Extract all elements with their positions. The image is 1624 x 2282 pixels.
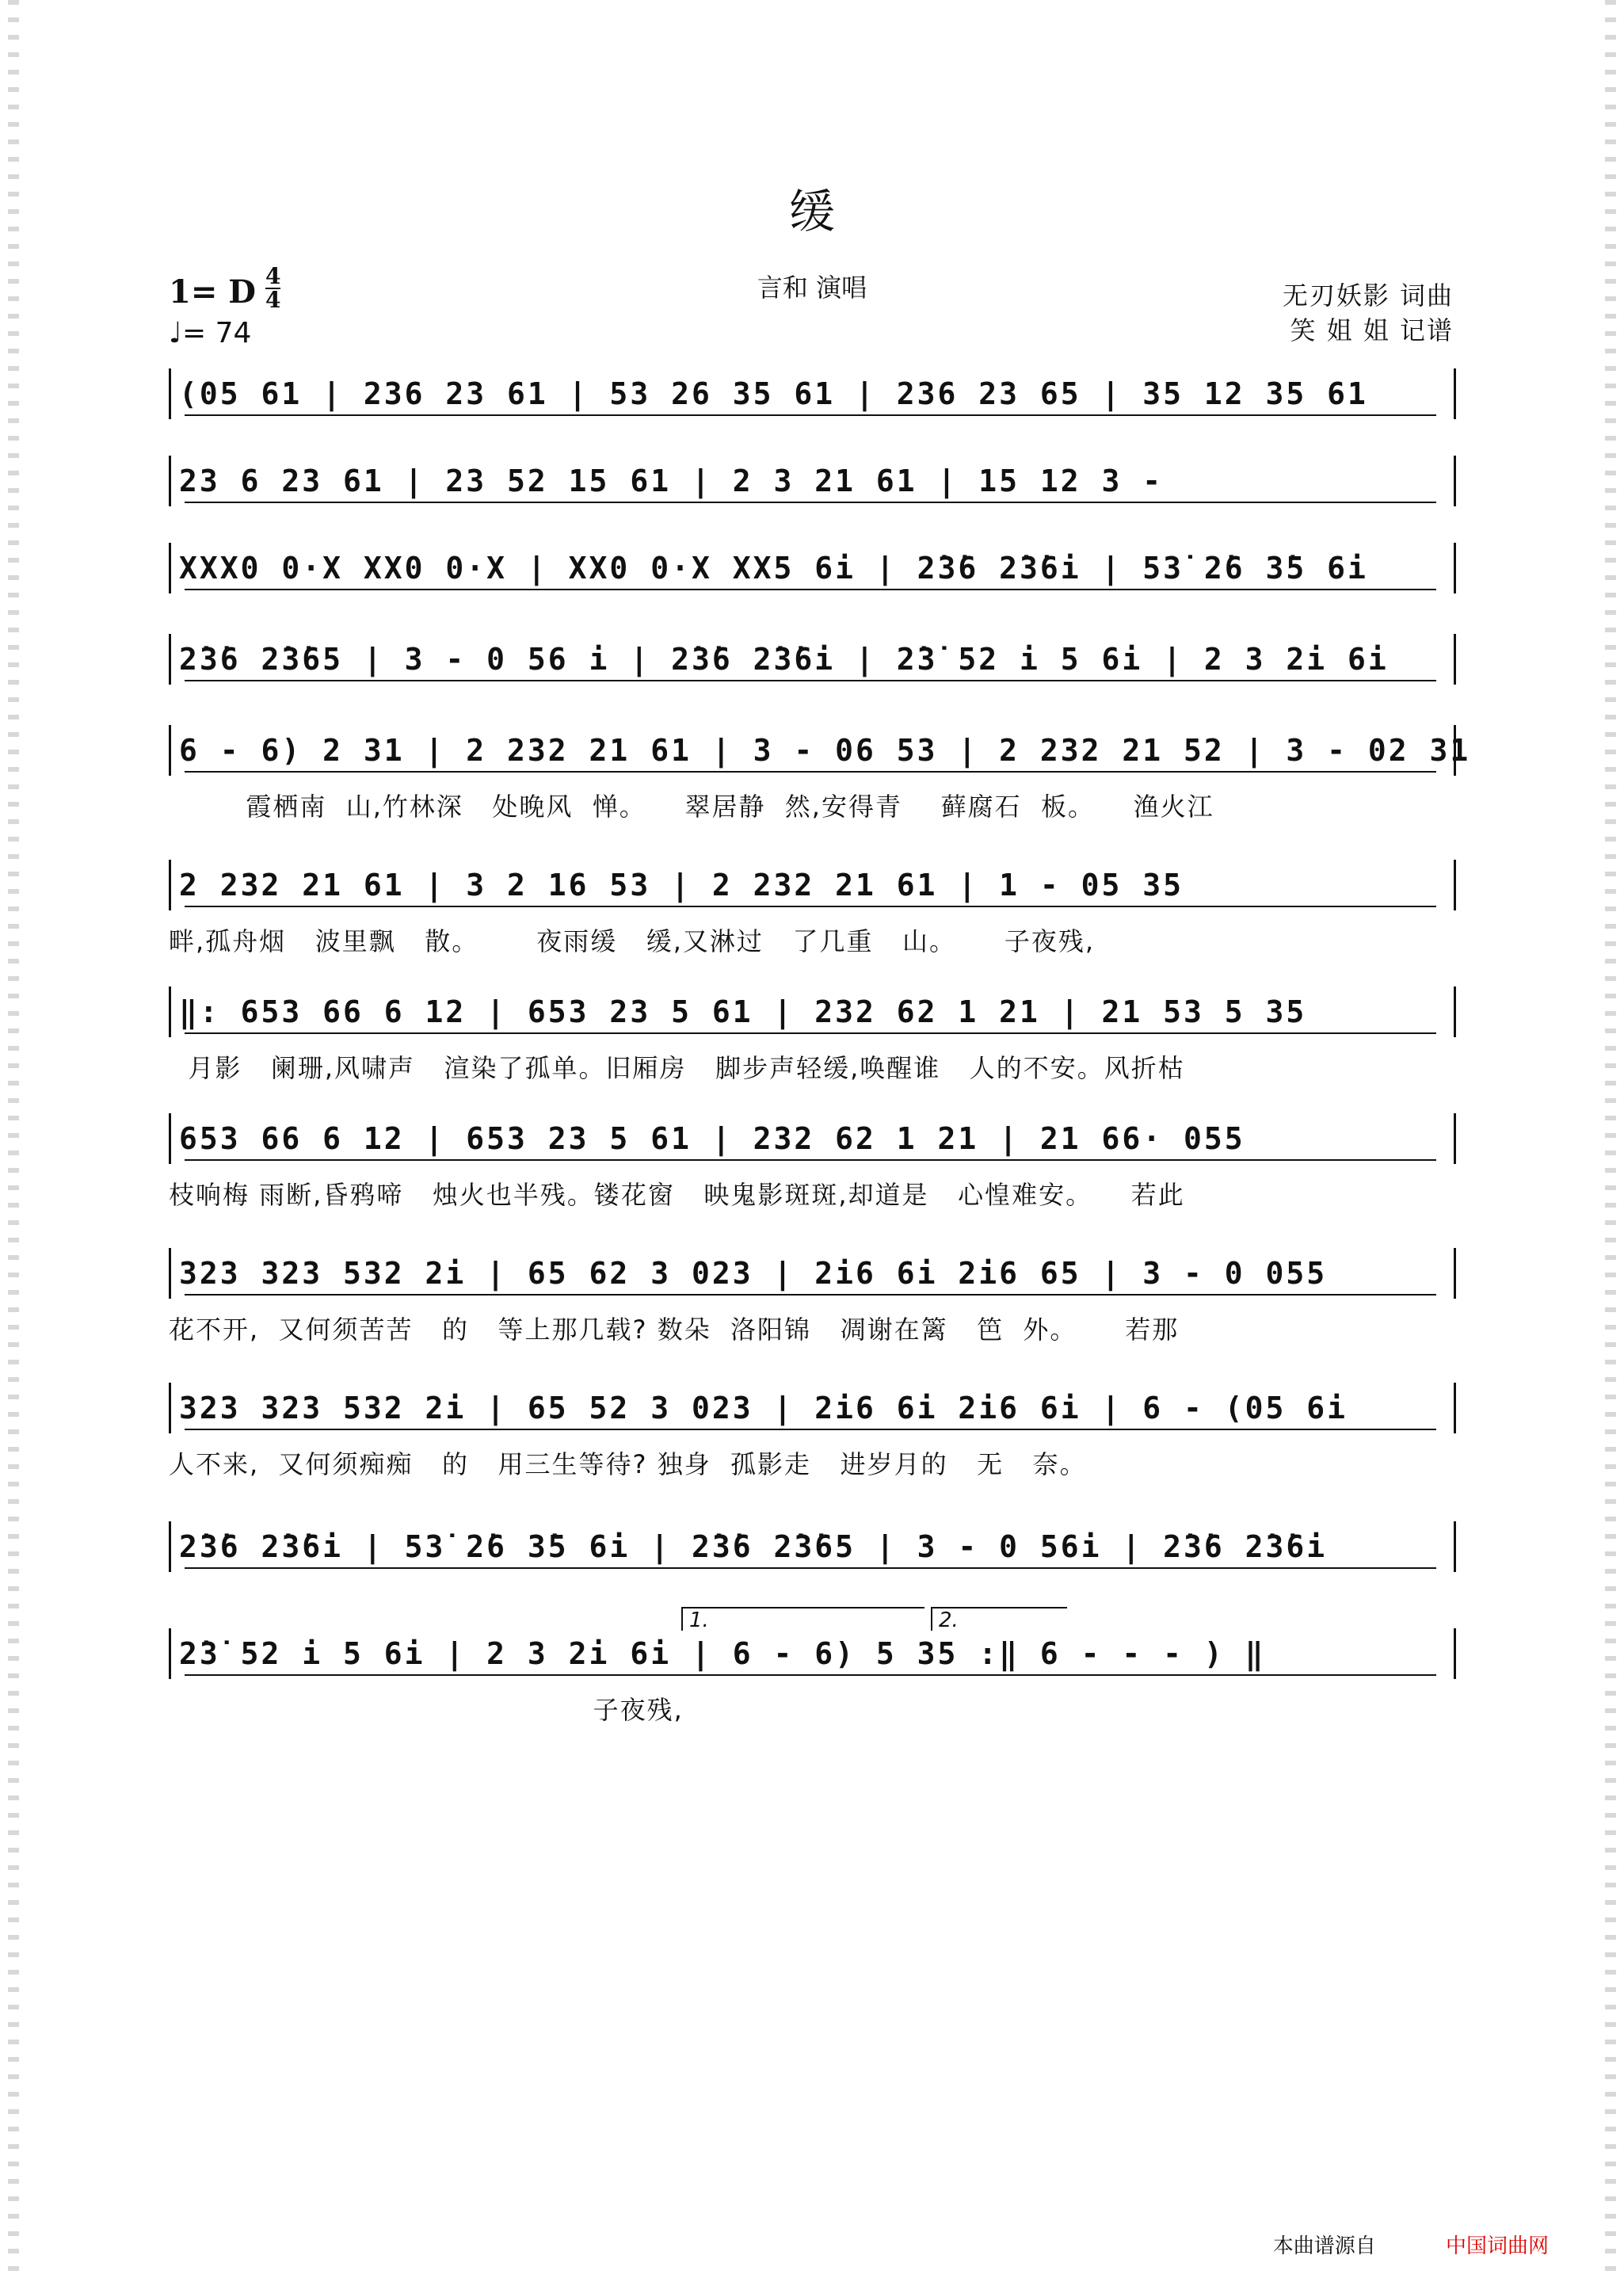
notes-row: 653 66 6 12 | 653 23 5 61 | 232 62 1 21 | 21 66· 055	[169, 1113, 1456, 1164]
notes-row: 323 323 532 2i | 65 52 3 023 | 2i6 6i 2i6 6i | 6 - (05 6i	[169, 1383, 1456, 1433]
volta-2-bracket	[931, 1607, 1067, 1631]
right-edge-watermark	[1605, 0, 1616, 2282]
tempo-mark: ♩= 74	[169, 317, 252, 349]
beam-underline	[185, 680, 1436, 681]
transcriber-credit: 笑 姐 姐 记谱	[1290, 315, 1454, 345]
key-signature: 1= D	[169, 273, 256, 311]
beam-underline	[185, 1159, 1436, 1161]
song-title: 缓	[788, 185, 835, 239]
beam-underline	[185, 1567, 1436, 1569]
footer-brand-link[interactable]: 中国词曲网	[1445, 2234, 1549, 2258]
lyric-row: 子夜残,	[169, 1695, 684, 1725]
notes-row: XXX0 0·X XX0 0·X | XX0 0·X XX5 6i | 2̇3̇6 2̇3̇6i | 53̇ 2̇6 3̇5 6i	[169, 543, 1456, 593]
notes-row: (05 61 | 236 23 61 | 53 26 35 61 | 236 23 65 | 35 12 35 61	[169, 368, 1456, 419]
notes-row: 23 6 23 61 | 23 52 15 61 | 2 3 21 61 | 15 12 3 -	[169, 456, 1456, 506]
beam-underline	[185, 502, 1436, 503]
beam-underline	[185, 906, 1436, 907]
footer-source: 本曲谱源自	[1272, 2234, 1376, 2258]
volta-2-label: 2.	[939, 1608, 959, 1632]
notes-row: 323 323 532 2i | 65 62 3 023 | 2i6 6i 2i6 65 | 3 - 0 055	[169, 1248, 1456, 1299]
beam-underline	[185, 1032, 1436, 1034]
beam-underline	[185, 1674, 1436, 1676]
lyric-row: 花不开, 又何须苦苦 的 等上那几载? 数朵 洛阳锦 凋谢在篱 笆 外。 若那	[169, 1315, 1180, 1345]
lyric-row: 枝响梅 雨断,昏鸦啼 烛火也半残。镂花窗 映鬼影斑斑,却道是 心惶难安。 若此	[169, 1180, 1185, 1210]
notes-row: 2̇3̇6 2̇3̇6i | 53̇ 2̇6 3̇5 6i | 2̇3̇6 2̇3̇65 | 3 - 0 56i | 2̇3̇6 2̇3̇6i	[169, 1521, 1456, 1572]
lyric-row: 畔,孤舟烟 波里飘 散。 夜雨缓 缓,又淋过 了几重 山。 子夜残,	[169, 926, 1095, 956]
meter-bottom: 4	[265, 287, 281, 313]
volta-1-bracket	[681, 1607, 924, 1631]
notes-row: 2̇3̇ 52 i 5 6i | 2 3 2i 6i | 6 - 6) 5 35 :‖ 6 - - - ) ‖	[169, 1628, 1456, 1679]
beam-underline	[185, 1429, 1436, 1430]
notes-row: 2 232 21 61 | 3 2 16 53 | 2 232 21 61 | 1 - 05 35	[169, 860, 1456, 910]
beam-underline	[185, 589, 1436, 590]
lyric-row: 月影 阑珊,风啸声 渲染了孤单。旧厢房 脚步声轻缓,唤醒谁 人的不安。风折枯	[169, 1053, 1185, 1083]
beam-underline	[185, 771, 1436, 773]
notes-row: ‖: 653 66 6 12 | 653 23 5 61 | 232 62 1 21 | 21 53 5 35	[169, 986, 1456, 1037]
footer	[1273, 2230, 1549, 2259]
left-edge-watermark	[8, 0, 19, 2282]
beam-underline	[185, 1294, 1436, 1296]
lyric-row: 人不来, 又何须痴痴 的 用三生等待? 独身 孤影走 进岁月的 无 奈。	[169, 1449, 1087, 1479]
singer-credit: 言和 演唱	[757, 273, 867, 303]
lyric-row: 霞栖南 山,竹林深 处晚风 惮。 翠居静 然,安得青 藓腐石 板。 渔火江	[169, 792, 1214, 822]
lyricist-composer-credit: 无刃妖影 词曲	[1282, 280, 1454, 311]
meter-top: 4	[265, 263, 281, 289]
notes-row: 6 - 6) 2 31 | 2 232 21 61 | 3 - 06 53 | 2 232 21 52 | 3 - 02 31	[169, 725, 1456, 776]
volta-1-label: 1.	[689, 1608, 709, 1632]
beam-underline	[185, 414, 1436, 416]
notes-row: 2̇3̇6 2̇3̇65 | 3 - 0 56 i | 2̇3̇6 2̇3̇6i | 2̇3̇ 52 i 5 6i | 2 3 2i 6i	[169, 634, 1456, 685]
